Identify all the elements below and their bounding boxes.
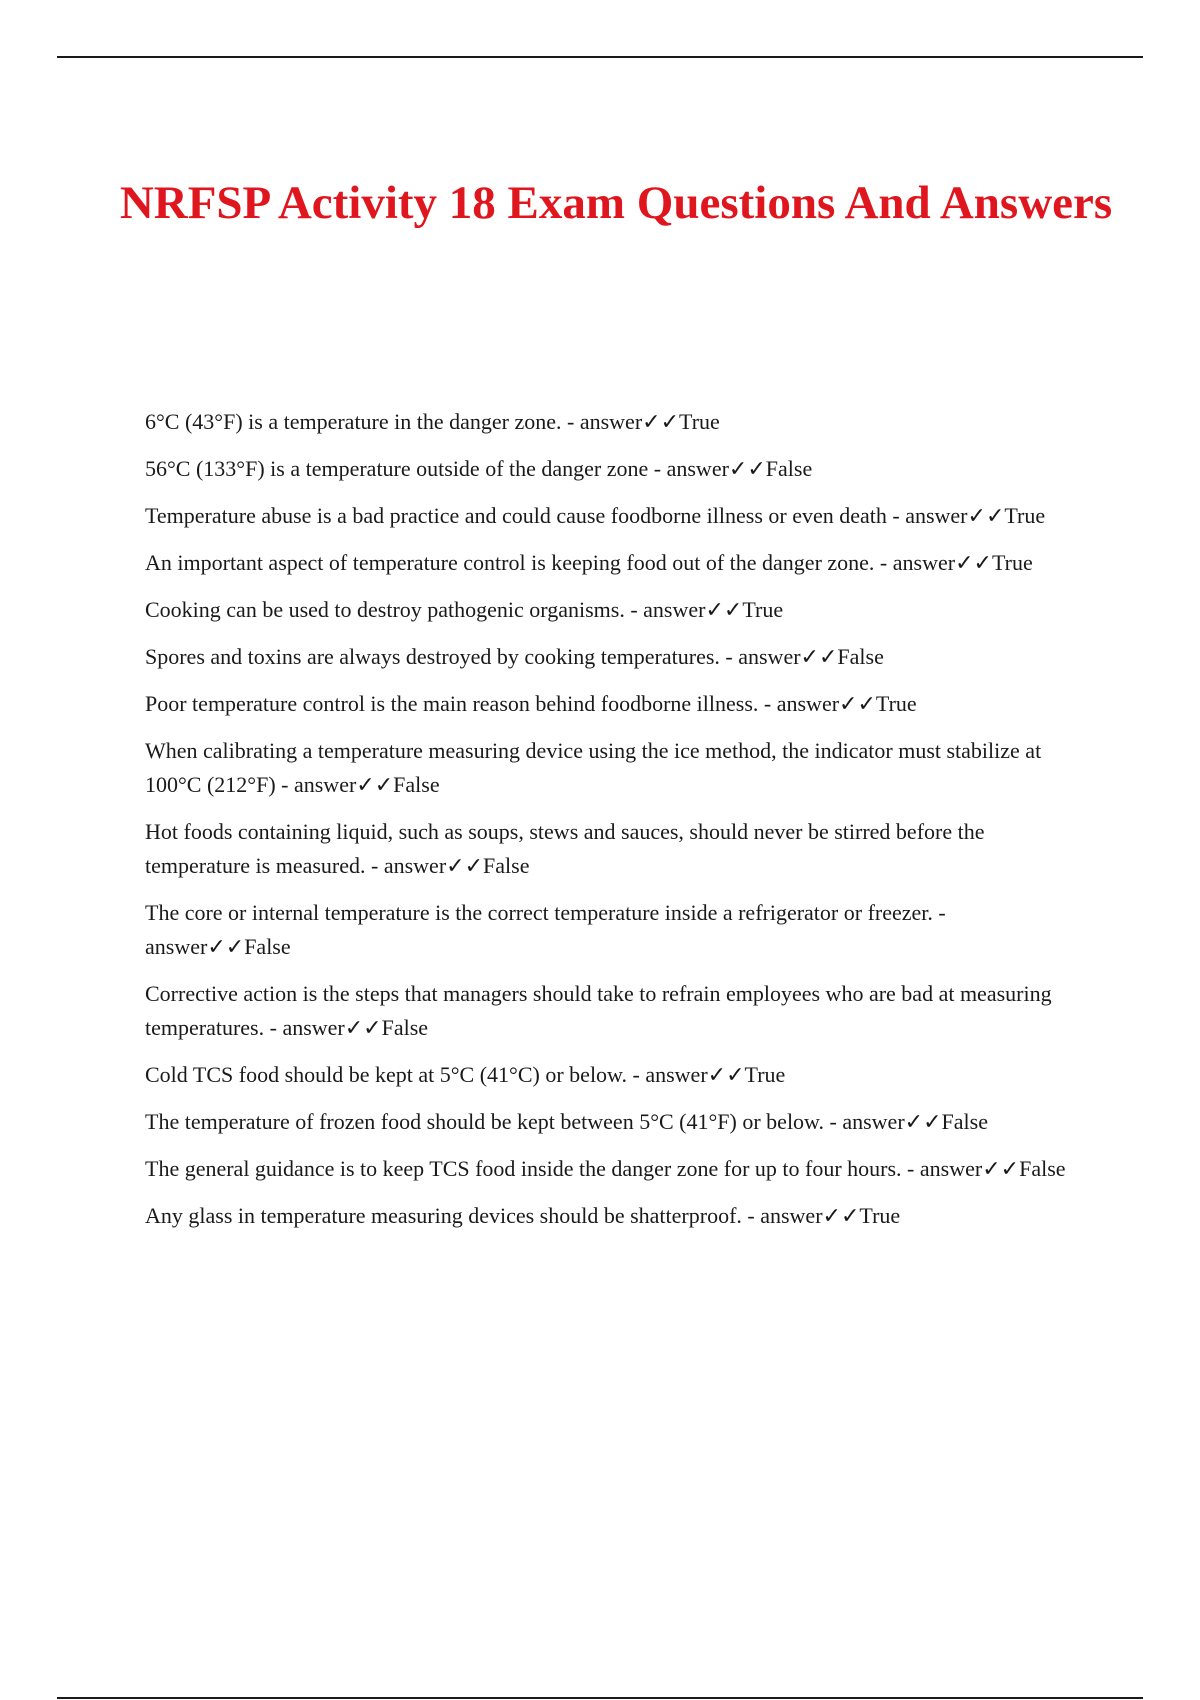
- qa-item: [145, 1105, 1080, 1139]
- answer: [842, 1109, 988, 1134]
- answer-value: True: [875, 691, 917, 716]
- answer-prefix: answer: [776, 691, 840, 716]
- answer: [760, 1203, 900, 1228]
- question-text: The general guidance is to keep TCS food inside the danger zone for up to four hours. -: [145, 1156, 915, 1181]
- answer-value: False: [1019, 1156, 1066, 1181]
- answer-prefix: answer: [666, 456, 729, 481]
- question-text: Any glass in temperature measuring devices should be shatterproof. -: [145, 1203, 755, 1228]
- question-text: Hot foods containing liquid, such as soups, stews and sauces, should never be stirred before the temperature is measured. -: [145, 819, 985, 878]
- answer-value: False: [393, 772, 440, 797]
- answer-prefix: answer: [282, 1015, 345, 1040]
- double-check-icon: ✓✓: [356, 772, 394, 797]
- answer-value: True: [679, 409, 720, 434]
- answer: [905, 503, 1045, 528]
- qa-item: [145, 896, 1080, 964]
- answer: [384, 853, 530, 878]
- qa-item: [145, 1199, 1080, 1233]
- qa-item: [145, 640, 1080, 674]
- question-text: The temperature of frozen food should be kept between 5°C (41°F) or below. -: [145, 1109, 837, 1134]
- answer: [893, 550, 1033, 575]
- answer-prefix: answer: [145, 934, 208, 959]
- qa-item: [145, 687, 1080, 721]
- question-text: Temperature abuse is a bad practice and could cause foodborne illness or even death -: [145, 503, 900, 528]
- question-text: 56°C (133°F) is a temperature outside of the danger zone -: [145, 456, 662, 481]
- double-check-icon: ✓✓: [344, 1015, 382, 1040]
- answer-prefix: answer: [738, 644, 801, 669]
- answer: [282, 1015, 428, 1040]
- answer-prefix: answer: [579, 409, 643, 434]
- question-text: Poor temperature control is the main reason behind foodborne illness. -: [145, 691, 772, 716]
- double-check-icon: ✓✓: [800, 644, 838, 669]
- question-text: Cooking can be used to destroy pathogenic organisms. -: [145, 597, 638, 622]
- question-text: When calibrating a temperature measuring device using the ice method, the indicator must stabilize at 100°C (212°F) -: [145, 738, 1042, 797]
- page-title: NRFSP Activity 18 Exam Questions And Answers: [119, 177, 1113, 229]
- answer-prefix: answer: [905, 503, 968, 528]
- qa-item: [145, 499, 1080, 533]
- answer: [920, 1156, 1066, 1181]
- answer-value: True: [859, 1203, 901, 1228]
- bottom-rule: [57, 1697, 1143, 1699]
- qa-item: [145, 593, 1080, 627]
- answer-value: True: [1004, 503, 1046, 528]
- answer-prefix: answer: [760, 1203, 823, 1228]
- answer: [738, 644, 884, 669]
- answer-prefix: answer: [383, 853, 447, 878]
- qa-item: [145, 452, 1080, 486]
- answer-value: False: [244, 934, 291, 959]
- double-check-icon: ✓✓: [642, 409, 680, 434]
- qa-item: [145, 1152, 1080, 1186]
- answer: [294, 772, 440, 797]
- answer-prefix: answer: [919, 1156, 983, 1181]
- double-check-icon: ✓✓: [982, 1156, 1020, 1181]
- double-check-icon: ✓✓: [967, 503, 1005, 528]
- double-check-icon: ✓✓: [705, 597, 743, 622]
- question-text: 6°C (43°F) is a temperature in the danger zone. -: [145, 409, 575, 434]
- qa-item: [145, 405, 1080, 439]
- question-text: Spores and toxins are always destroyed by cooking temperatures. -: [145, 644, 733, 669]
- answer-value: True: [744, 1062, 786, 1087]
- answer-prefix: answer: [645, 1062, 708, 1087]
- answer: [645, 1062, 785, 1087]
- answer-prefix: answer: [643, 597, 706, 622]
- top-rule: [57, 56, 1143, 58]
- answer-prefix: answer: [293, 772, 357, 797]
- double-check-icon: ✓✓: [822, 1203, 860, 1228]
- qa-item: [145, 734, 1080, 802]
- answer-value: False: [483, 853, 530, 878]
- double-check-icon: ✓✓: [207, 934, 245, 959]
- answer-value: False: [381, 1015, 429, 1040]
- double-check-icon: ✓✓: [955, 550, 992, 575]
- question-text: Corrective action is the steps that managers should take to refrain employees who are bad at measuring temperatures. -: [145, 981, 1052, 1040]
- answer-value: True: [742, 597, 784, 622]
- double-check-icon: ✓✓: [904, 1109, 942, 1134]
- qa-list: [145, 405, 1080, 1246]
- qa-item: [145, 977, 1080, 1045]
- answer: [777, 691, 917, 716]
- answer: [580, 409, 720, 434]
- qa-item: [145, 815, 1080, 883]
- double-check-icon: ✓✓: [839, 691, 876, 716]
- double-check-icon: ✓✓: [446, 853, 484, 878]
- answer-value: False: [765, 456, 813, 481]
- answer-value: True: [991, 550, 1033, 575]
- answer-prefix: answer: [842, 1109, 905, 1134]
- double-check-icon: ✓✓: [707, 1062, 745, 1087]
- answer: [643, 597, 783, 622]
- question-text: Cold TCS food should be kept at 5°C (41°C) or below. -: [145, 1062, 640, 1087]
- qa-item: [145, 546, 1080, 580]
- answer: [145, 934, 291, 959]
- answer: [667, 456, 813, 481]
- qa-item: [145, 1058, 1080, 1092]
- double-check-icon: ✓✓: [728, 456, 766, 481]
- answer-value: False: [941, 1109, 988, 1134]
- question-text: An important aspect of temperature control is keeping food out of the danger zone. -: [145, 550, 888, 575]
- question-text: The core or internal temperature is the correct temperature inside a refrigerator or freezer. -: [145, 900, 946, 925]
- answer-prefix: answer: [892, 550, 956, 575]
- answer-value: False: [837, 644, 884, 669]
